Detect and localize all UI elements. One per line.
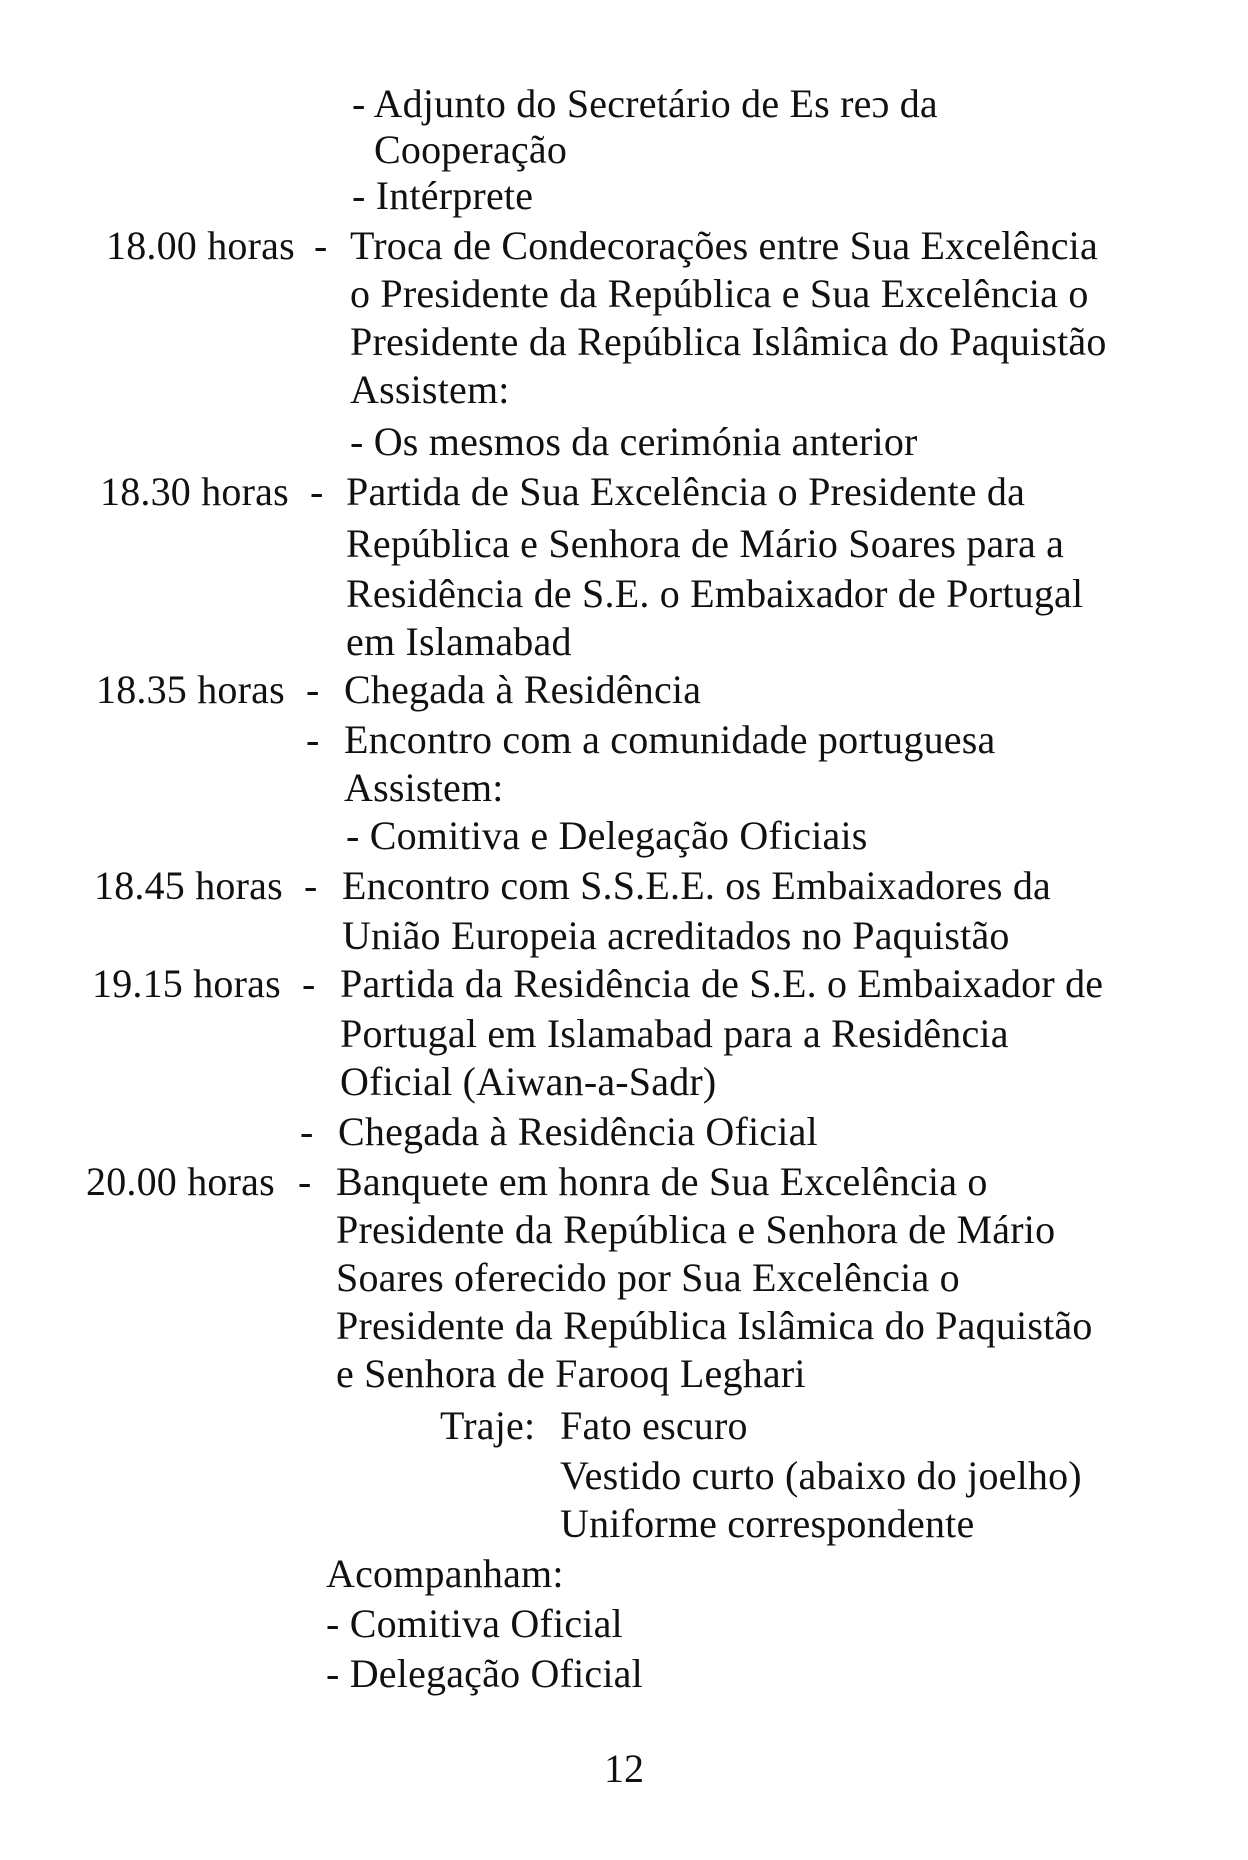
schedule-time: 18.00 horas bbox=[106, 223, 295, 268]
schedule-time: 18.35 horas bbox=[96, 667, 285, 712]
schedule-time: 20.00 horas bbox=[86, 1159, 275, 1204]
text-line: Partida da Residência de S.E. o Embaixador de bbox=[340, 961, 1104, 1006]
text-line: Encontro com S.S.E.E. os Embaixadores da bbox=[342, 863, 1051, 908]
text-line: - Intérprete bbox=[352, 173, 534, 218]
schedule-dash: - bbox=[298, 1159, 312, 1204]
text-line: o Presidente da República e Sua Excelência o bbox=[350, 271, 1089, 316]
schedule-time: 19.15 horas bbox=[92, 961, 281, 1006]
schedule-dash: - bbox=[300, 1109, 314, 1154]
dress-code-item: Fato escuro bbox=[560, 1403, 748, 1448]
text-line: União Europeia acreditados no Paquistão bbox=[342, 913, 1010, 958]
text-line: em Islamabad bbox=[346, 619, 572, 664]
text-line: Encontro com a comunidade portuguesa bbox=[344, 717, 996, 762]
schedule-dash: - bbox=[304, 863, 318, 908]
dress-code-label: Traje: bbox=[440, 1403, 536, 1448]
dress-code-item: Vestido curto (abaixo do joelho) bbox=[560, 1453, 1082, 1498]
schedule-time: 18.30 horas bbox=[100, 469, 289, 514]
text-line: - Delegação Oficial bbox=[326, 1651, 643, 1696]
text-line: Acompanham: bbox=[326, 1551, 564, 1596]
dress-code-item: Uniforme correspondente bbox=[560, 1501, 975, 1546]
text-line: Chegada à Residência Oficial bbox=[338, 1109, 818, 1154]
schedule-dash: - bbox=[314, 223, 328, 268]
text-line: Oficial (Aiwan-a-Sadr) bbox=[340, 1059, 717, 1104]
text-line: Presidente da República Islâmica do Paquistão bbox=[336, 1303, 1093, 1348]
text-line: República e Senhora de Mário Soares para a bbox=[346, 521, 1065, 566]
text-line: Partida de Sua Excelência o Presidente da bbox=[346, 469, 1026, 514]
page-number: 12 bbox=[604, 1746, 644, 1791]
text-line: Portugal em Islamabad para a Residência bbox=[340, 1011, 1009, 1056]
text-line: Soares oferecido por Sua Excelência o bbox=[336, 1255, 960, 1300]
text-line: Presidente da República Islâmica do Paquistão bbox=[350, 319, 1107, 364]
schedule-dash: - bbox=[306, 667, 320, 712]
text-line: Banquete em honra de Sua Excelência o bbox=[336, 1159, 988, 1204]
schedule-dash: - bbox=[306, 717, 320, 762]
text-line: Cooperação bbox=[374, 127, 568, 172]
text-line: - Comitiva Oficial bbox=[326, 1601, 623, 1646]
schedule-dash: - bbox=[302, 961, 316, 1006]
text-line: Assistem: bbox=[344, 765, 504, 810]
text-line: - Adjunto do Secretário de Es reɔ da bbox=[352, 81, 938, 126]
schedule-dash: - bbox=[310, 469, 324, 514]
text-line: Presidente da República e Senhora de Mário bbox=[336, 1207, 1056, 1252]
text-line: - Comitiva e Delegação Oficiais bbox=[346, 813, 868, 858]
text-line: e Senhora de Farooq Leghari bbox=[336, 1351, 806, 1396]
text-line: Chegada à Residência bbox=[344, 667, 702, 712]
text-line: Troca de Condecorações entre Sua Excelência bbox=[350, 223, 1098, 268]
text-line: Assistem: bbox=[350, 367, 510, 412]
schedule-time: 18.45 horas bbox=[94, 863, 283, 908]
text-line: - Os mesmos da cerimónia anterior bbox=[350, 419, 918, 464]
text-line: Residência de S.E. o Embaixador de Portugal bbox=[346, 571, 1084, 616]
